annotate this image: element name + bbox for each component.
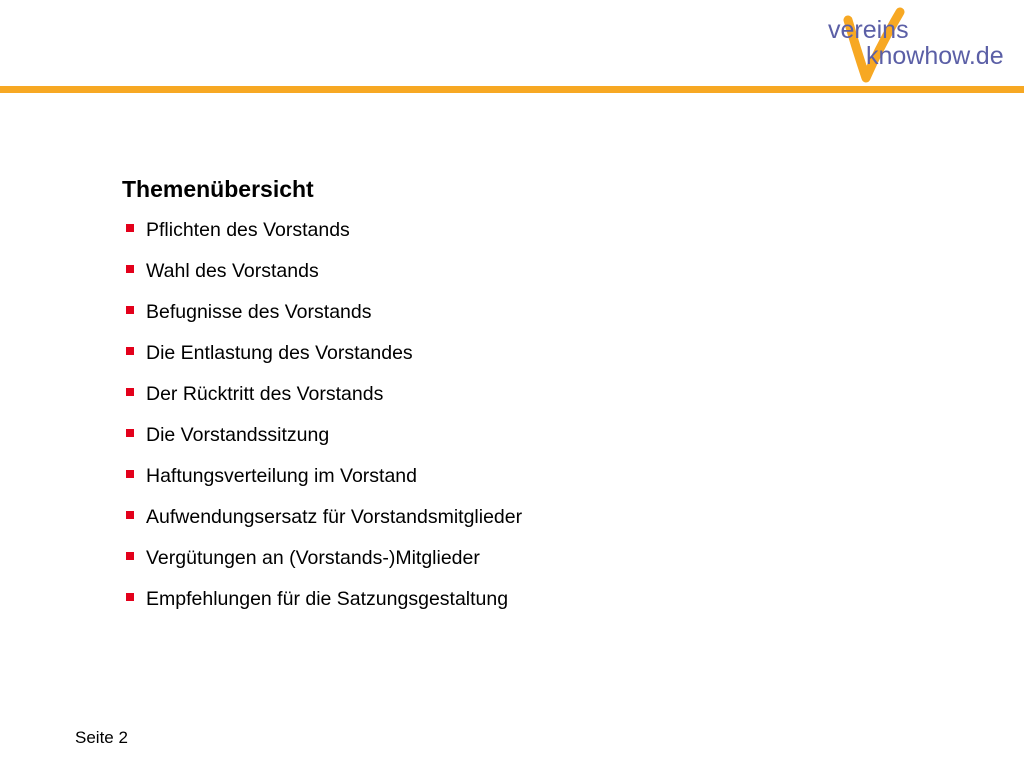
- topic-label: Haftungsverteilung im Vorstand: [146, 465, 417, 487]
- topic-label: Aufwendungsersatz für Vorstandsmitglieder: [146, 506, 523, 528]
- square-bullet-icon: [126, 347, 134, 355]
- topic-label: Die Entlastung des Vorstandes: [146, 342, 413, 364]
- topic-list: [122, 210, 822, 620]
- topic-label: Empfehlungen für die Satzungsgestaltung: [146, 588, 509, 610]
- square-bullet-icon: [126, 224, 134, 232]
- topic-label: Die Vorstandssitzung: [146, 424, 330, 446]
- square-bullet-icon: [126, 265, 134, 273]
- square-bullet-icon: [126, 552, 134, 560]
- list-item: [122, 210, 822, 251]
- vereinsknowhow-logo: [822, 6, 1012, 84]
- square-bullet-icon: [126, 593, 134, 601]
- logo-line1: vereins: [828, 16, 909, 44]
- list-item: [122, 456, 822, 497]
- slide-title: Themenübersicht: [122, 176, 314, 202]
- list-item: [122, 374, 822, 415]
- list-item: [122, 497, 822, 538]
- square-bullet-icon: [126, 306, 134, 314]
- square-bullet-icon: [126, 470, 134, 478]
- logo-line2: knowhow.de: [866, 42, 1004, 70]
- list-item: [122, 538, 822, 579]
- page-number: Seite 2: [75, 728, 128, 747]
- list-item: [122, 579, 822, 620]
- topic-label: Wahl des Vorstands: [146, 260, 319, 282]
- topic-label: Befugnisse des Vorstands: [146, 301, 372, 323]
- list-item: [122, 415, 822, 456]
- header-rule: [0, 86, 1024, 93]
- list-item: [122, 292, 822, 333]
- topic-label: Pflichten des Vorstands: [146, 219, 350, 241]
- topic-label: Vergütungen an (Vorstands-)Mitglieder: [146, 547, 480, 569]
- square-bullet-icon: [126, 388, 134, 396]
- list-item: [122, 333, 822, 374]
- square-bullet-icon: [126, 429, 134, 437]
- topic-label: Der Rücktritt des Vorstands: [146, 383, 384, 405]
- content-area: [122, 174, 822, 620]
- square-bullet-icon: [126, 511, 134, 519]
- list-item: [122, 251, 822, 292]
